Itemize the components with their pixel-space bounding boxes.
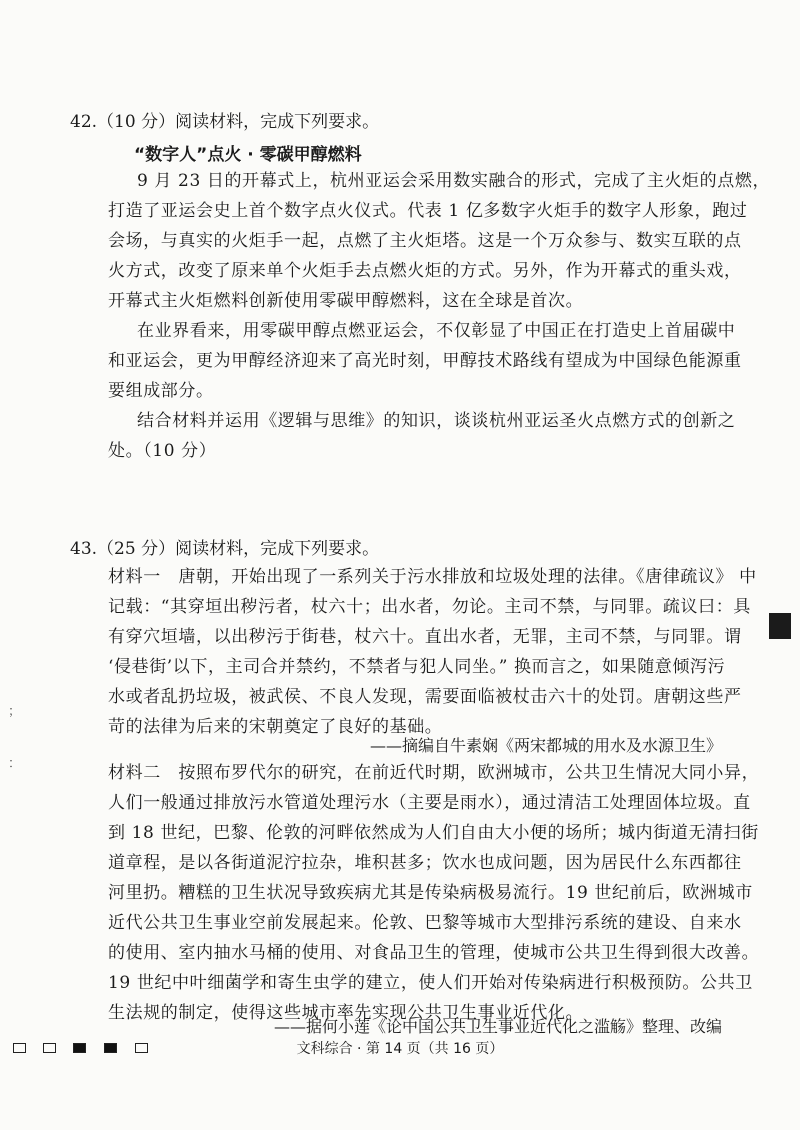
q43-m2-source: ——据何小莲《论中国公共卫生事业近代化之滥觞》整理、改编 [273,1017,722,1036]
q43-m1-line: 记载：“其穿垣出秽污者，杖六十；出水者，勿论。主司不禁，与同罪。疏议曰：具 [108,597,751,617]
q43-m1-line: ‘侵巷街’以下，主司合并禁约，不禁者与犯人同坐。” 换而言之，如果随意倾泻污 [108,657,726,677]
q42-line: 火方式，改变了原来单个火炬手去点燃火炬的方式。另外，作为开幕式的重头戏， [108,261,742,281]
q42-title: “数字人”点火 · 零碳甲醇燃料 [134,145,362,165]
page-edge-tab-marker [769,613,791,639]
q43-m1-source: ——摘编自牛素娴《两宋都城的用水及水源卫生》 [369,736,722,755]
q43-m2-line: 的使用、室内抽水马桶的使用、对食品卫生的管理，使城市公共卫生得到很大改善。 [108,943,760,963]
q43-header: 43.（25 分）阅读材料，完成下列要求。 [70,539,380,559]
q43-m2-line: 材料二 按照布罗代尔的研究，在前近代时期，欧洲城市，公共卫生情况大同小异， [108,763,760,783]
q43-m1-line: 材料一 唐朝，开始出现了一系列关于污水排放和垃圾处理的法律。《唐律疏议》 中 [108,567,757,587]
q42-line: 会场，与真实的火炬手一起，点燃了主火炬塔。这是一个万众参与、数实互联的点 [108,231,742,251]
q42-line: 在业界看来，用零碳甲醇点燃亚运会，不仅彰显了中国正在打造史上首届碳中 [137,321,736,341]
q43-m2-line: 19 世纪中叶细菌学和寄生虫学的建立，使人们开始对传染病进行积极预防。公共卫 [108,973,753,993]
q43-m1-line: 水或者乱扔垃圾，被武侯、不良人发现，需要面临被杖击六十的处罚。唐朝这些严 [108,687,742,707]
q42-line: 和亚运会，更为甲醇经济迎来了高光时刻，甲醇技术路线有望成为中国绿色能源重 [108,351,742,371]
page-footer: 文科综合 · 第 14 页（共 16 页） [296,1041,504,1057]
q43-m2-line: 生法规的制定，使得这些城市率先实现公共卫生事业近代化。 [108,1003,584,1023]
margin-mark: ﹔ [4,703,18,719]
q43-m2-line: 道章程，是以各街道泥泞拉杂，堆积甚多；饮水也成问题，因为居民什么东西都往 [108,853,742,873]
q43-m1-line: 苛的法律为后来的宋朝奠定了良好的基础。 [108,717,443,737]
q42-header: 42.（10 分）阅读材料，完成下列要求。 [70,112,380,132]
q43-m1-line: 有穿穴垣墙，以出秽污于街巷，杖六十。直出水者，无罪，主司不禁，与同罪。谓 [108,627,742,647]
q42-line: 处。（10 分） [108,441,217,461]
q43-m2-line: 人们一般通过排放污水管道处理污水（主要是雨水），通过清洁工处理固体垃圾。直 [108,793,751,813]
margin-mark: ﹕ [4,755,18,771]
q43-m2-line: 近代公共卫生事业空前发展起来。伦敦、巴黎等城市大型排污系统的建设、自来水 [108,913,742,933]
q42-line: 结合材料并运用《逻辑与思维》的知识，谈谈杭州亚运圣火点燃方式的创新之 [137,411,736,431]
q42-line: 打造了亚运会史上首个数字点火仪式。代表 1 亿多数字火炬手的数字人形象，跑过 [108,201,748,221]
q43-m2-line: 到 18 世纪，巴黎、伦敦的河畔依然成为人们自由大小便的场所；城内街道无清扫街 [108,823,759,843]
q42-line: 9 月 23 日的开幕式上，杭州亚运会采用数实融合的形式，完成了主火炬的点燃， [137,171,771,191]
q42-line: 要组成部分。 [108,381,214,401]
q43-m2-line: 河里扔。糟糕的卫生状况导致疾病尤其是传染病极易流行。19 世纪前后，欧洲城市 [108,883,753,903]
q42-line: 开幕式主火炬燃料创新使用零碳甲醇燃料，这在全球是首次。 [108,291,584,311]
